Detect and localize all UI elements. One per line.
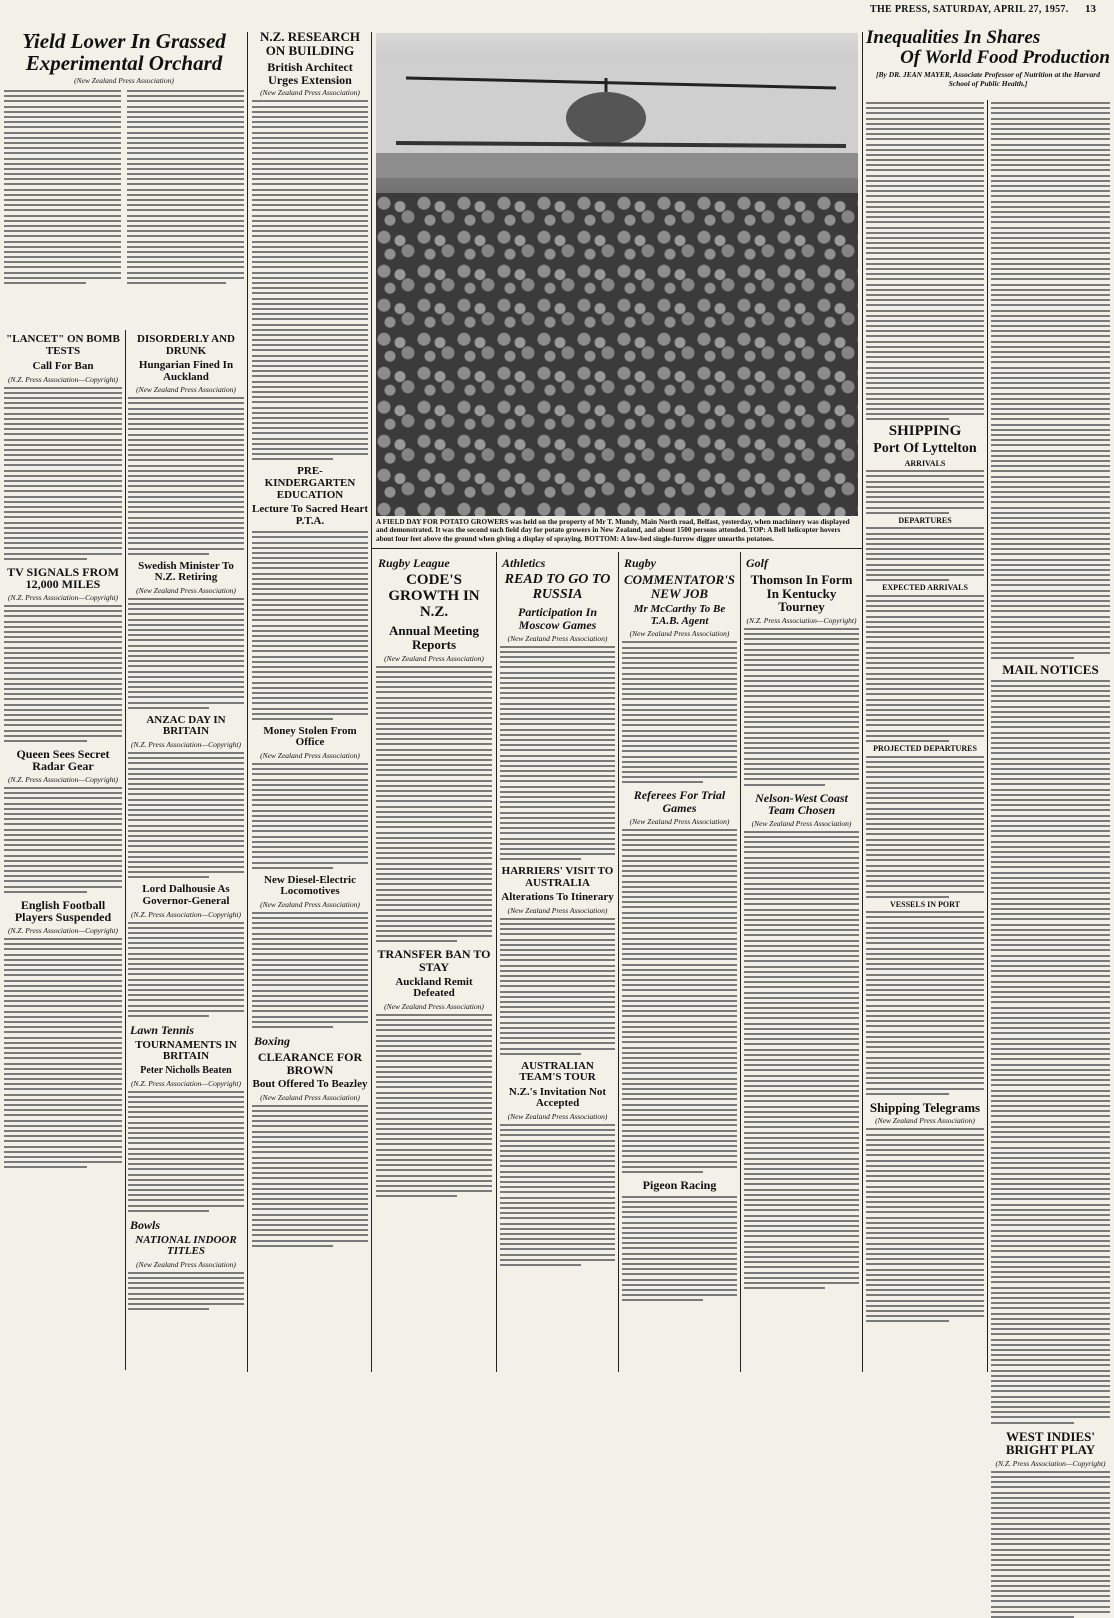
headline: Yield Lower In Grassed bbox=[22, 29, 226, 53]
subhead: Alterations To Itinerary bbox=[501, 891, 614, 904]
headline: SHIPPING bbox=[888, 423, 962, 440]
byline: (New Zealand Press Association) bbox=[74, 76, 174, 86]
column-7 bbox=[744, 556, 859, 1376]
subhead: Call For Ban bbox=[32, 360, 94, 373]
body-text bbox=[128, 752, 244, 879]
headline: Referees For Trial Games bbox=[633, 788, 726, 816]
byline: (N.Z. Press Association—Copyright) bbox=[7, 593, 118, 603]
section-label: Golf bbox=[746, 556, 768, 570]
byline: (N.Z. Press Association—Copyright) bbox=[995, 1458, 1106, 1468]
subhead: Lecture To Sacred Heart P.T.A. bbox=[252, 503, 368, 527]
body-text bbox=[252, 100, 368, 460]
headline: "LANCET" ON BOMB TESTS bbox=[6, 333, 120, 357]
headline: Money Stolen From Office bbox=[263, 724, 357, 749]
column-rule bbox=[496, 552, 497, 1372]
byline: (New Zealand Press Association) bbox=[136, 385, 236, 395]
column-rule bbox=[125, 330, 126, 1370]
subhead: Auckland Remit Defeated bbox=[395, 975, 473, 1000]
subhead: Peter Nicholls Beaten bbox=[140, 1065, 232, 1076]
section-label: Bowls bbox=[130, 1217, 161, 1232]
subhead: PROJECTED DEPARTURES bbox=[873, 744, 977, 754]
body-text bbox=[500, 918, 615, 1055]
headline: Thomson In Form In Kentucky Tourney bbox=[750, 572, 853, 615]
column-2 bbox=[128, 334, 244, 1374]
byline: (New Zealand Press Association) bbox=[136, 1259, 236, 1269]
headline: MAIL NOTICES bbox=[1002, 662, 1099, 678]
headline: Port Of Lyttelton bbox=[873, 441, 977, 457]
byline: (New Zealand Press Association) bbox=[384, 653, 484, 663]
headline: Shipping Telegrams bbox=[869, 1099, 981, 1115]
headline: ANZAC DAY IN BRITAIN bbox=[146, 713, 226, 738]
column-rule bbox=[371, 32, 372, 1372]
headline: CLEARANCE FOR BROWN bbox=[257, 1049, 363, 1077]
masthead: THE PRESS, SATURDAY, APRIL 27, 1957. bbox=[870, 4, 1069, 15]
section-label: Rugby League bbox=[378, 556, 450, 570]
column-rule bbox=[618, 552, 619, 1372]
column-rule bbox=[987, 100, 988, 1372]
body-text bbox=[376, 666, 492, 943]
body-text bbox=[500, 646, 615, 861]
headline: DISORDERLY AND DRUNK bbox=[137, 333, 235, 357]
body-text bbox=[128, 397, 244, 555]
byline: (New Zealand Press Association) bbox=[507, 905, 608, 915]
headline: AUSTRALIAN TEAM'S TOUR bbox=[519, 1059, 596, 1084]
byline: (N.Z. Press Association—Copyright) bbox=[7, 374, 118, 384]
subhead: N.Z.'s Invitation Not Accepted bbox=[508, 1085, 607, 1110]
column-rule bbox=[740, 552, 741, 1372]
body-text bbox=[866, 1128, 984, 1322]
headline: Experimental Orchard bbox=[25, 51, 223, 76]
section-label: Athletics bbox=[502, 556, 546, 570]
byline: (New Zealand Press Association) bbox=[751, 818, 852, 828]
section-rule bbox=[372, 548, 862, 549]
headline: CODE'S GROWTH IN N.Z. bbox=[388, 572, 480, 620]
body-text bbox=[866, 595, 984, 742]
subhead: British Architect Urges Extension bbox=[267, 60, 353, 87]
headline: TOURNAMENTS IN BRITAIN bbox=[135, 1038, 237, 1063]
subhead: ARRIVALS bbox=[904, 458, 946, 468]
body-text bbox=[252, 763, 368, 869]
byline: (New Zealand Press Association) bbox=[136, 585, 236, 595]
subhead: Annual Meeting Reports bbox=[389, 623, 479, 652]
byline: (New Zealand Press Association) bbox=[260, 88, 360, 98]
column-4 bbox=[376, 556, 492, 1376]
photo-caption: A FIELD DAY FOR POTATO GROWERS was held on the property of Mr T. Mundy, Main North road, Belfast, yesterday, when machinery was displayed and demonstrated. It was the second such field day for potato growers in New Zealand, and about 1500 persons attended. TOP: A Bell helicopter hovers about four feet above the ground when giving a display of spraying. BOTTOM: A low-bed single-furrow digger unearths potatoes. bbox=[376, 518, 850, 543]
byline: (New Zealand Press Association) bbox=[507, 1111, 608, 1121]
headline: N.Z. RESEARCH ON BUILDING bbox=[259, 29, 361, 58]
body-text bbox=[4, 90, 121, 287]
headline: TRANSFER BAN TO STAY bbox=[377, 947, 491, 975]
section-label: Rugby bbox=[624, 556, 657, 570]
headline: PRE-KINDERGARTEN EDUCATION bbox=[264, 465, 356, 501]
column-rule bbox=[247, 32, 248, 1372]
byline: (New Zealand Press Association) bbox=[260, 1092, 360, 1102]
column-5 bbox=[500, 556, 615, 1376]
headline: Nelson-West Coast Team Chosen bbox=[755, 790, 848, 818]
headline: Queen Sees Secret Radar Gear bbox=[16, 746, 110, 774]
subhead: DEPARTURES bbox=[898, 515, 952, 525]
body-text bbox=[622, 829, 737, 1173]
subhead: Mr McCarthy To Be T.A.B. Agent bbox=[633, 603, 726, 627]
body-text bbox=[127, 90, 244, 287]
body-text bbox=[866, 470, 984, 514]
subhead: Hungarian Fined In Auckland bbox=[138, 359, 234, 383]
body-text bbox=[376, 1014, 492, 1198]
byline: (New Zealand Press Association) bbox=[629, 816, 730, 826]
column-8 bbox=[866, 100, 984, 1372]
byline: (New Zealand Press Association) bbox=[384, 1001, 484, 1011]
body-text bbox=[4, 938, 122, 1168]
article-yield bbox=[4, 30, 244, 330]
byline: (N.Z. Press Association—Copyright) bbox=[130, 1078, 241, 1088]
news-photo bbox=[376, 33, 858, 516]
body-text bbox=[866, 102, 984, 420]
headline: Inequalities In Shares bbox=[866, 27, 1041, 48]
byline: (N.Z. Press Association—Copyright) bbox=[746, 615, 857, 625]
body-text bbox=[252, 912, 368, 1028]
headline: English Football Players Suspended bbox=[14, 897, 112, 925]
column-9 bbox=[991, 100, 1110, 1468]
body-text bbox=[622, 1196, 737, 1302]
subhead: Bout Offered To Beazley bbox=[252, 1078, 368, 1091]
body-text bbox=[128, 598, 244, 709]
headline: Of World Food Production bbox=[900, 46, 1110, 68]
byline: (New Zealand Press Association) bbox=[629, 629, 730, 639]
byline: (N.Z. Press Association—Copyright) bbox=[130, 739, 241, 749]
headline: TV SIGNALS FROM 12,000 MILES bbox=[7, 564, 119, 592]
byline: (N.Z. Press Association—Copyright) bbox=[7, 775, 118, 785]
section-label: Lawn Tennis bbox=[130, 1022, 194, 1037]
body-text bbox=[866, 756, 984, 898]
body-text bbox=[128, 1091, 244, 1212]
byline: (N.Z. Press Association—Copyright) bbox=[130, 909, 241, 919]
body-text bbox=[252, 1105, 368, 1247]
body-text bbox=[500, 1124, 615, 1266]
body-text bbox=[991, 680, 1110, 1424]
headline: NATIONAL INDOOR TITLES bbox=[135, 1233, 237, 1258]
byline: (New Zealand Press Association) bbox=[260, 899, 360, 909]
headline: Swedish Minister To N.Z. Retiring bbox=[138, 559, 234, 584]
headline: Lord Dalhousie As Governor-General bbox=[142, 883, 230, 907]
column-1 bbox=[4, 334, 122, 1374]
byline: (New Zealand Press Association) bbox=[875, 1116, 975, 1126]
body-text bbox=[991, 102, 1110, 659]
body-text bbox=[4, 387, 122, 560]
body-text bbox=[4, 787, 122, 893]
headline: Pigeon Racing bbox=[642, 1178, 717, 1192]
column-3 bbox=[252, 30, 368, 1375]
section-label: Boxing bbox=[254, 1033, 291, 1048]
byline: [By DR. JEAN MAYER, Associate Professor of Nutrition at the Harvard School of Public Health.] bbox=[876, 69, 1100, 88]
body-text bbox=[128, 922, 244, 1017]
byline: (New Zealand Press Association) bbox=[260, 750, 360, 760]
headline: WEST INDIES' BRIGHT PLAY bbox=[1005, 1428, 1096, 1458]
potato-field-image bbox=[376, 193, 858, 516]
body-text bbox=[128, 1272, 244, 1310]
subhead: Participation In Moscow Games bbox=[517, 605, 597, 632]
byline: (New Zealand Press Association) bbox=[507, 633, 608, 643]
column-6 bbox=[622, 556, 737, 1376]
headline: New Diesel-Electric Locomotives bbox=[264, 873, 356, 898]
page-number: 13 bbox=[1085, 3, 1096, 15]
body-text bbox=[866, 911, 984, 1095]
body-text bbox=[4, 605, 122, 742]
subhead: EXPECTED ARRIVALS bbox=[882, 583, 968, 593]
headline: READ TO GO TO RUSSIA bbox=[504, 572, 611, 602]
body-text bbox=[252, 531, 368, 720]
byline: (N.Z. Press Association—Copyright) bbox=[7, 926, 118, 936]
body-text bbox=[991, 1471, 1110, 1618]
subhead: VESSELS IN PORT bbox=[890, 899, 960, 909]
helicopter-illustration bbox=[376, 58, 858, 178]
headline: COMMENTATOR'S NEW JOB bbox=[623, 572, 736, 601]
body-text bbox=[744, 831, 859, 1290]
headline: HARRIERS' VISIT TO AUSTRALIA bbox=[501, 865, 614, 889]
body-text bbox=[866, 527, 984, 581]
body-text bbox=[622, 641, 737, 783]
body-text bbox=[744, 628, 859, 786]
column-rule bbox=[862, 32, 863, 1372]
